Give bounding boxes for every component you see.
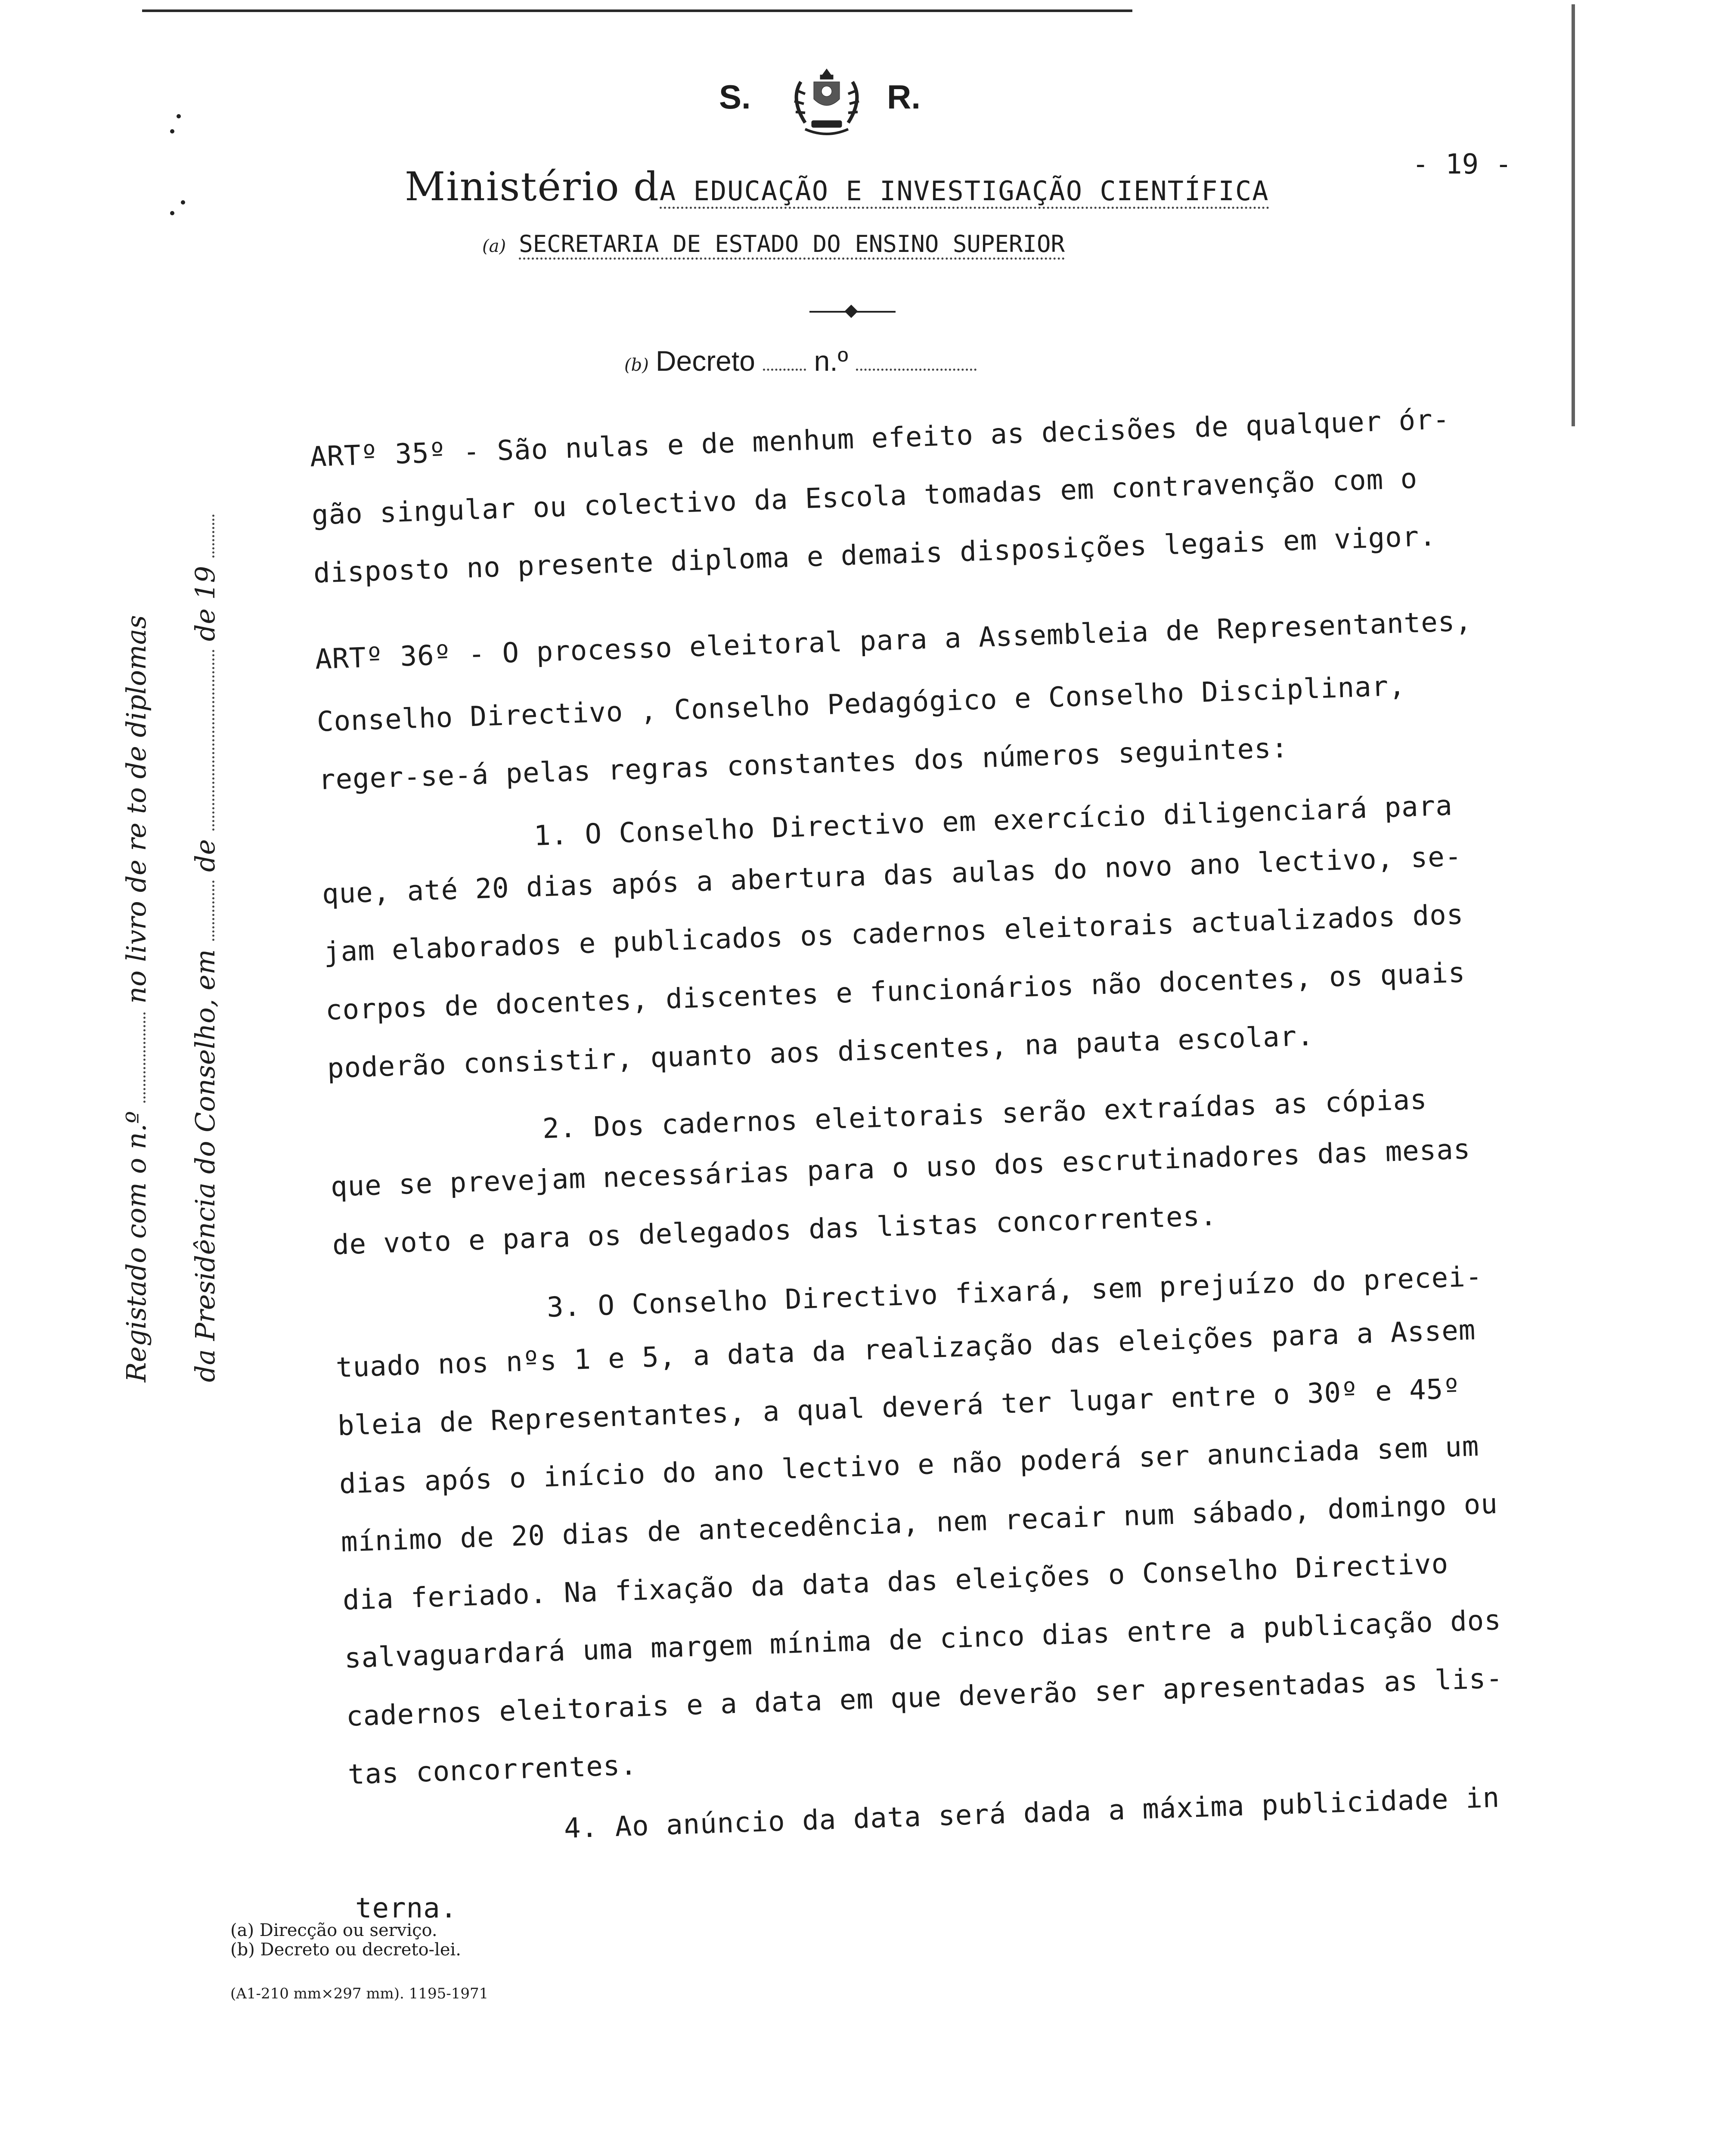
ministry-title [405,164,1269,210]
body-line: 1. O Conselho Directivo em exercício diligenciará para [533,790,1453,852]
body-line: poderão consistir, quanto aos discentes, na pauta escolar. [326,1020,1314,1085]
side-note-blank [212,515,214,558]
decreto-field [624,344,976,377]
body-line: tas concorrentes. [347,1749,638,1791]
body-line: de voto e para os delegados das listas concorrentes. [332,1200,1218,1261]
side-note-1b: no livro de re [121,822,152,1004]
body-line: 3. O Conselho Directivo fixará, sem prejuízo do precei- [546,1260,1483,1324]
top-rule [142,9,1132,12]
coat-of-arms-emblem [775,65,878,138]
side-note-blank [212,881,214,941]
side-note-2a: da Presidência do Conselho, em [189,949,221,1382]
body-line: disposto no presente diploma e demais disposições legais em vigor. [313,520,1437,589]
decreto-text: Decreto [655,345,755,377]
body-line: ARTº 35º - São nulas e de menhum efeito as decisões de qualquer ór- [309,403,1451,473]
body-line: dias após o início do ano lectivo e não poderá ser anunciada sem um [338,1430,1480,1500]
body-line: ARTº 36º - O processo eleitoral para a Assembleia de Representantes, [314,605,1472,676]
secretaria-label: (a) [482,236,506,256]
body-line: 2. Dos cadernos eleitorais serão extraídas as cópias [542,1083,1428,1145]
body-line: mínimo de 20 dias de antecedência, nem recair num sábado, domingo ou [340,1488,1498,1558]
secretaria-value: SECRETARIA DE ESTADO DO ENSINO SUPERIOR [519,230,1065,260]
side-note-1c: to de diplomas [121,615,152,814]
body-line: que se prevejam necessárias para o uso dos escrutinadores das mesas [330,1133,1471,1203]
body-line: salvaguardará uma margem mínima de cinco dias entre a publicação dos [344,1604,1502,1675]
footnote-a: (a) Direcção ou serviço. [230,1920,437,1940]
side-note-2b: de [189,839,221,872]
ministry-agency: A EDUCAÇÃO E INVESTIGAÇÃO CIENTÍFICA [660,175,1269,209]
decreto-number-blank [856,369,976,371]
body-line: jam elaborados e publicados os cadernos eleitorais actualizados dos [323,899,1464,968]
side-note-line-2 [189,515,221,1382]
scan-speck [177,114,181,118]
side-registration-note [116,551,271,1382]
body-line: 4. Ao anúncio da data será dada a máxima publicidade in [563,1781,1500,1845]
decreto-number-label: n.º [814,345,848,377]
ministry-prefix: Ministério d [405,164,660,210]
header-divider-ornament [844,304,858,318]
page-number: - 19 - [1412,149,1512,180]
body-line: gão singular ou colectivo da Escola tomadas em contravenção com o [311,462,1418,531]
side-note-1a: Registado com o n.º [121,1111,152,1382]
secretaria-field [482,230,1065,257]
decreto-blank [763,369,806,371]
decreto-label: (b) [624,355,649,375]
side-note-blank [212,650,214,831]
right-margin-line [1572,4,1575,426]
body-line: que, até 20 dias após a abertura das aulas do novo ano lectivo, se- [321,841,1463,910]
footnote-b: (b) Decreto ou decreto-lei. [230,1940,462,1960]
body-line: corpos de docentes, discentes e funcionários não docentes, os quais [325,957,1466,1027]
body-line: tuado nos nºs 1 e 5, a data da realização das eleições para a Assem [335,1314,1476,1384]
scan-speck [170,211,174,215]
header-letter-r: R. [887,78,921,116]
body-line: bleia de Representantes, a qual deverá ter lugar entre o 30º e 45º [337,1373,1461,1442]
body-line: dia feriado. Na fixação da data das eleições o Conselho Directivo [342,1548,1449,1616]
side-note-blank [143,1012,146,1103]
body-line: terna. [355,1892,458,1924]
scan-speck [170,129,174,133]
scan-speck [181,200,185,205]
print-reference: (A1-210 mm×297 mm). 1195-1971 [230,1985,489,2002]
body-line: cadernos eleitorais e a data em que deverão ser apresentadas as lis- [345,1662,1504,1733]
side-note-line-1 [121,615,152,1382]
body-line: reger-se-á pelas regras constantes dos números seguintes: [318,732,1289,796]
body-line: Conselho Directivo , Conselho Pedagógico e Conselho Disciplinar, [316,670,1406,738]
header-letter-s: S. [719,78,751,116]
side-note-2c: de 19 [189,566,221,642]
